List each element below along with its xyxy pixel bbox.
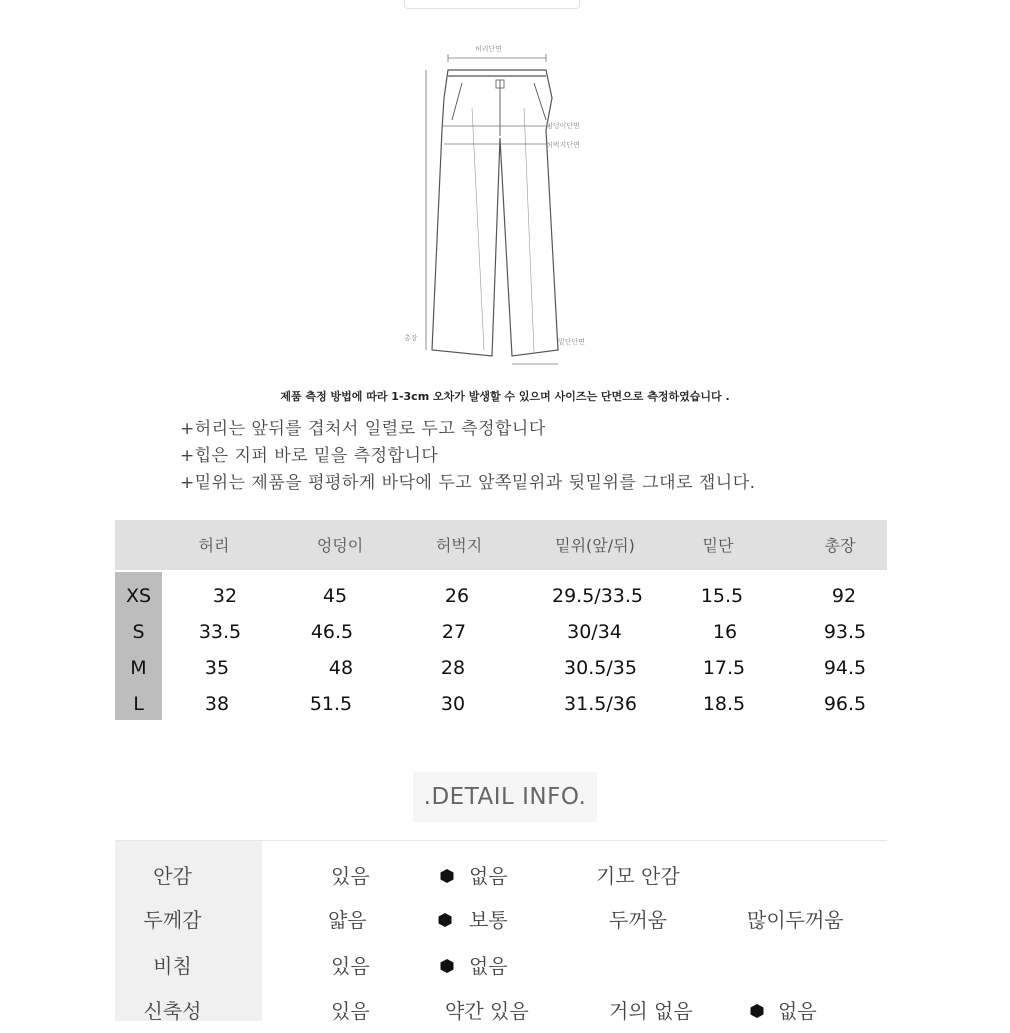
selected-bullet-icon <box>440 869 454 883</box>
cell-hip: 48 <box>328 657 354 679</box>
cell-rise: 31.5/36 <box>564 693 637 715</box>
cell-rise: 29.5/33.5 <box>551 585 643 607</box>
header-waist: 허리 <box>198 536 230 555</box>
detail-name: 신축성 <box>143 999 202 1023</box>
size-row-m <box>115 650 887 686</box>
detail-row-stretch <box>115 989 887 1033</box>
selected-bullet-icon <box>438 913 452 927</box>
cell-thigh: 28 <box>440 657 466 679</box>
option: 거의 없음 <box>609 999 693 1023</box>
cell-rise: 30.5/35 <box>564 657 637 679</box>
size-row-xs <box>115 578 887 614</box>
cell-hem: 17.5 <box>702 657 746 679</box>
cell-hip: 46.5 <box>310 621 354 643</box>
option: 있음 <box>331 864 370 888</box>
option: 약간 있음 <box>445 999 529 1023</box>
option: 있음 <box>331 954 370 978</box>
cell-waist: 38 <box>204 693 230 715</box>
detail-name: 두께감 <box>143 908 202 932</box>
selected-bullet-icon <box>750 1004 764 1018</box>
hip-label: 엉덩이단면 <box>546 122 580 130</box>
size-row-l <box>115 686 887 722</box>
size-label: S <box>132 621 145 643</box>
note-rise: +밑위는 제품을 평평하게 바닥에 두고 앞쪽밑위과 뒷밑위를 그대로 잽니다. <box>180 473 756 493</box>
option: 얇음 <box>328 908 367 932</box>
size-table-header <box>115 520 887 570</box>
detail-info-title: .DETAIL INFO. <box>413 772 597 822</box>
pants-outline <box>432 70 558 356</box>
measurement-disclaimer: 제품 측정 방법에 따라 1-3cm 오차가 발생할 수 있으며 사이즈는 단면으로 측정하였습니다 . <box>280 390 730 403</box>
cell-thigh: 30 <box>440 693 466 715</box>
right-pocket <box>534 83 546 120</box>
size-label: M <box>130 657 147 679</box>
note-waist: +허리는 앞뒤를 겹처서 일렬로 두고 측정합니다 <box>180 419 546 439</box>
header-hem: 밑단 <box>702 536 734 555</box>
header-rise: 밑위(앞/뒤) <box>555 536 635 555</box>
detail-info-table <box>115 840 887 1021</box>
option: 기모 안감 <box>596 864 680 888</box>
option-selected: 없음 <box>778 999 817 1023</box>
cell-thigh: 27 <box>441 621 467 643</box>
header-hip: 엉덩이 <box>316 536 364 555</box>
pants-measurement-diagram <box>400 38 610 368</box>
cell-hem: 18.5 <box>702 693 746 715</box>
cell-thigh: 26 <box>444 585 470 607</box>
cell-hem: 15.5 <box>700 585 744 607</box>
detail-row-lining <box>115 854 887 898</box>
thigh-label: 허벅지단면 <box>546 141 580 149</box>
option: 많이두꺼움 <box>747 908 844 932</box>
cell-hem: 16 <box>712 621 738 643</box>
waist-label: 허리단면 <box>475 45 503 53</box>
left-pocket <box>452 83 462 120</box>
hem-label: 밑단단면 <box>558 338 586 346</box>
option-selected: 없음 <box>469 954 508 978</box>
cell-waist: 35 <box>204 657 230 679</box>
right-crease <box>524 108 534 352</box>
cell-hip: 45 <box>322 585 348 607</box>
cell-length: 96.5 <box>823 693 867 715</box>
cell-length: 94.5 <box>823 657 867 679</box>
option-selected: 보통 <box>469 908 508 932</box>
size-table <box>115 520 887 720</box>
cell-length: 92 <box>831 585 857 607</box>
cell-waist: 33.5 <box>198 621 242 643</box>
top-tab <box>404 0 580 9</box>
option: 두꺼움 <box>609 908 667 932</box>
cell-hip: 51.5 <box>309 693 353 715</box>
size-row-s <box>115 614 887 650</box>
option: 있음 <box>331 999 370 1023</box>
detail-name: 비침 <box>153 954 192 978</box>
size-label: XS <box>125 585 152 607</box>
selected-bullet-icon <box>440 959 454 973</box>
detail-name: 안감 <box>153 864 192 888</box>
detail-row-thickness <box>115 898 887 942</box>
cell-length: 93.5 <box>823 621 867 643</box>
cell-waist: 32 <box>212 585 238 607</box>
note-hip: +힙은 지퍼 바로 밑을 측정합니다 <box>180 446 439 466</box>
header-length: 총장 <box>824 536 856 555</box>
size-label: L <box>133 693 144 715</box>
cell-rise: 30/34 <box>567 621 622 643</box>
header-thigh: 허벅지 <box>435 536 483 555</box>
length-label: 총장 <box>404 334 418 342</box>
detail-row-sheerness <box>115 944 887 988</box>
option-selected: 없음 <box>469 864 508 888</box>
